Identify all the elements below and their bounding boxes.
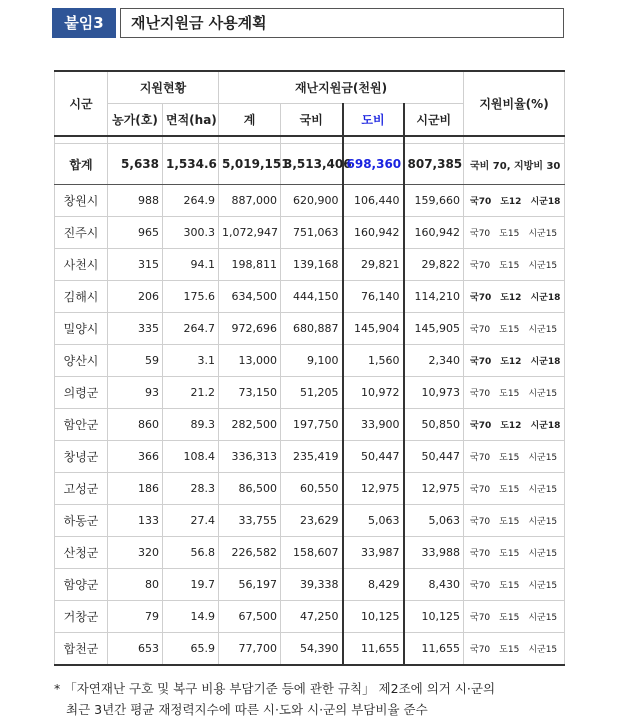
- ratio-part: 도15: [499, 325, 520, 335]
- row-ratio: [464, 249, 565, 281]
- ratio-part: 도15: [499, 645, 520, 655]
- row-area: 56.8: [163, 537, 219, 569]
- row-province: 50,447: [343, 441, 404, 473]
- row-total: 887,000: [219, 185, 281, 217]
- attachment-badge: 붙임3: [52, 8, 116, 38]
- row-farms: 315: [108, 249, 163, 281]
- group-fund-header: 재난지원금(천원): [219, 71, 464, 104]
- row-farms: 206: [108, 281, 163, 313]
- row-farms: 366: [108, 441, 163, 473]
- row-ratio: [464, 441, 565, 473]
- row-province: 10,125: [343, 601, 404, 633]
- row-province: 29,821: [343, 249, 404, 281]
- row-sigun: 함안군: [55, 409, 108, 441]
- ratio-part: 시군15: [528, 517, 558, 527]
- row-ratio: [464, 185, 565, 217]
- total-national: 3,513,406: [281, 144, 343, 185]
- row-national: 60,550: [281, 473, 343, 505]
- ratio-part: 국70: [470, 645, 491, 655]
- row-total: 336,313: [219, 441, 281, 473]
- row-city: 50,447: [404, 441, 464, 473]
- row-province: 12,975: [343, 473, 404, 505]
- row-total: 77,700: [219, 633, 281, 666]
- row-farms: 93: [108, 377, 163, 409]
- row-city: 145,905: [404, 313, 464, 345]
- table-row: [55, 505, 565, 537]
- row-ratio: [464, 601, 565, 633]
- table-row: [55, 281, 565, 313]
- ratio-part: 도15: [499, 613, 520, 623]
- ratio-part: 시군15: [528, 261, 558, 271]
- row-city: 114,210: [404, 281, 464, 313]
- row-city: 12,975: [404, 473, 464, 505]
- ratio-part: 시군15: [528, 645, 558, 655]
- row-farms: 79: [108, 601, 163, 633]
- row-farms: 653: [108, 633, 163, 666]
- row-province: 145,904: [343, 313, 404, 345]
- row-national: 51,205: [281, 377, 343, 409]
- row-area: 3.1: [163, 345, 219, 377]
- row-province: 160,942: [343, 217, 404, 249]
- row-farms: 965: [108, 217, 163, 249]
- row-area: 264.7: [163, 313, 219, 345]
- table-row: [55, 313, 565, 345]
- total-ratio: 국비 70, 지방비 30: [464, 144, 565, 185]
- ratio-part: 시군15: [528, 581, 558, 591]
- row-national: 23,629: [281, 505, 343, 537]
- row-national: 444,150: [281, 281, 343, 313]
- ratio-part: 시군15: [528, 229, 558, 239]
- row-sigun: 창녕군: [55, 441, 108, 473]
- ratio-part: 시군15: [528, 613, 558, 623]
- ratio-part: 국70: [470, 421, 492, 431]
- row-ratio: [464, 217, 565, 249]
- ratio-part: 도15: [499, 453, 520, 463]
- ratio-part: 도12: [500, 197, 522, 207]
- row-area: 108.4: [163, 441, 219, 473]
- row-total: 33,755: [219, 505, 281, 537]
- footnote-line-2: 최근 3년간 평균 재정력지수에 따른 시·도와 시·군의 부담비율 준수: [66, 702, 428, 717]
- ratio-part: 국70: [470, 453, 491, 463]
- row-farms: 320: [108, 537, 163, 569]
- ratio-part: 시군15: [528, 549, 558, 559]
- row-total: 86,500: [219, 473, 281, 505]
- row-sigun: 의령군: [55, 377, 108, 409]
- col-sigun-header: 시군: [55, 71, 108, 136]
- row-sigun: 거창군: [55, 601, 108, 633]
- ratio-part: 국70: [470, 581, 491, 591]
- row-sigun: 함양군: [55, 569, 108, 601]
- ratio-part: 시군18: [530, 293, 561, 303]
- ratio-part: 국70: [470, 261, 491, 271]
- ratio-part: 도12: [500, 421, 522, 431]
- row-total: 282,500: [219, 409, 281, 441]
- ratio-part: 국70: [470, 357, 492, 367]
- row-total: 73,150: [219, 377, 281, 409]
- row-province: 33,900: [343, 409, 404, 441]
- row-farms: 59: [108, 345, 163, 377]
- row-province: 1,560: [343, 345, 404, 377]
- row-sigun: 밀양시: [55, 313, 108, 345]
- row-area: 14.9: [163, 601, 219, 633]
- row-total: 67,500: [219, 601, 281, 633]
- total-label: 합계: [55, 144, 108, 185]
- table-row: [55, 185, 565, 217]
- row-area: 65.9: [163, 633, 219, 666]
- row-city: 29,822: [404, 249, 464, 281]
- row-area: 94.1: [163, 249, 219, 281]
- row-city: 10,125: [404, 601, 464, 633]
- row-ratio: [464, 313, 565, 345]
- total-farms: 5,638: [108, 144, 163, 185]
- row-city: 160,942: [404, 217, 464, 249]
- col-farms-header: 농가(호): [108, 104, 163, 137]
- total-area: 1,534.6: [163, 144, 219, 185]
- ratio-part: 도15: [499, 229, 520, 239]
- table-row: [55, 249, 565, 281]
- ratio-part: 시군15: [528, 485, 558, 495]
- table-row: [55, 537, 565, 569]
- table-row: [55, 409, 565, 441]
- row-province: 5,063: [343, 505, 404, 537]
- row-sigun: 양산시: [55, 345, 108, 377]
- row-city: 33,988: [404, 537, 464, 569]
- row-city: 159,660: [404, 185, 464, 217]
- row-national: 158,607: [281, 537, 343, 569]
- row-farms: 988: [108, 185, 163, 217]
- total-province: 698,360: [343, 144, 404, 185]
- row-sigun: 김해시: [55, 281, 108, 313]
- row-total: 972,696: [219, 313, 281, 345]
- ratio-part: 국70: [470, 517, 491, 527]
- row-sigun: 산청군: [55, 537, 108, 569]
- row-area: 21.2: [163, 377, 219, 409]
- row-area: 300.3: [163, 217, 219, 249]
- row-province: 11,655: [343, 633, 404, 666]
- row-national: 680,887: [281, 313, 343, 345]
- ratio-part: 도15: [499, 261, 520, 271]
- row-farms: 80: [108, 569, 163, 601]
- row-national: 197,750: [281, 409, 343, 441]
- row-sigun: 창원시: [55, 185, 108, 217]
- row-city: 2,340: [404, 345, 464, 377]
- footnote-line-1: * 「자연재난 구호 및 복구 비용 부담기준 등에 관한 규칙」 제2조에 의거 시·군의: [54, 681, 496, 696]
- ratio-part: 국70: [470, 325, 491, 335]
- row-farms: 186: [108, 473, 163, 505]
- row-farms: 133: [108, 505, 163, 537]
- row-national: 235,419: [281, 441, 343, 473]
- row-province: 76,140: [343, 281, 404, 313]
- row-ratio: [464, 633, 565, 666]
- col-national-header: 국비: [281, 104, 343, 137]
- page-title: 재난지원금 사용계획: [120, 8, 564, 38]
- ratio-part: 국70: [470, 197, 492, 207]
- table-row: [55, 217, 565, 249]
- row-sigun: 하동군: [55, 505, 108, 537]
- row-national: 54,390: [281, 633, 343, 666]
- total-city: 807,385: [404, 144, 464, 185]
- table-row: [55, 601, 565, 633]
- row-city: 10,973: [404, 377, 464, 409]
- disaster-fund-table: [54, 70, 565, 666]
- row-city: 11,655: [404, 633, 464, 666]
- ratio-part: 도15: [499, 485, 520, 495]
- group-support-header: 지원현황: [108, 71, 219, 104]
- row-total: 13,000: [219, 345, 281, 377]
- row-ratio: [464, 409, 565, 441]
- row-ratio: [464, 281, 565, 313]
- ratio-part: 국70: [470, 485, 491, 495]
- ratio-part: 도12: [500, 357, 522, 367]
- row-total: 1,072,947: [219, 217, 281, 249]
- row-sigun: 사천시: [55, 249, 108, 281]
- row-ratio: [464, 569, 565, 601]
- row-national: 139,168: [281, 249, 343, 281]
- row-area: 175.6: [163, 281, 219, 313]
- ratio-part: 시군15: [528, 389, 558, 399]
- ratio-part: 국70: [470, 549, 491, 559]
- table-row: [55, 345, 565, 377]
- row-national: 620,900: [281, 185, 343, 217]
- row-total: 226,582: [219, 537, 281, 569]
- col-province-header: 도비: [343, 104, 404, 137]
- ratio-part: 도15: [499, 517, 520, 527]
- row-national: 47,250: [281, 601, 343, 633]
- ratio-part: 시군18: [530, 357, 561, 367]
- row-ratio: [464, 473, 565, 505]
- col-ratio-header: 지원비율(%): [464, 71, 565, 136]
- table-row: [55, 473, 565, 505]
- ratio-part: 국70: [470, 389, 491, 399]
- table-row: [55, 569, 565, 601]
- ratio-part: 도15: [499, 549, 520, 559]
- row-sigun: 고성군: [55, 473, 108, 505]
- row-area: 264.9: [163, 185, 219, 217]
- row-farms: 335: [108, 313, 163, 345]
- row-area: 27.4: [163, 505, 219, 537]
- ratio-part: 시군18: [530, 421, 561, 431]
- ratio-part: 도15: [499, 389, 520, 399]
- row-sigun: 합천군: [55, 633, 108, 666]
- row-ratio: [464, 345, 565, 377]
- row-ratio: [464, 537, 565, 569]
- ratio-part: 시군18: [530, 197, 561, 207]
- ratio-part: 국70: [470, 293, 492, 303]
- col-area-header: 면적(ha): [163, 104, 219, 137]
- row-province: 106,440: [343, 185, 404, 217]
- row-total: 634,500: [219, 281, 281, 313]
- row-city: 50,850: [404, 409, 464, 441]
- row-sigun: 진주시: [55, 217, 108, 249]
- total-sum: 5,019,151: [219, 144, 281, 185]
- row-total: 56,197: [219, 569, 281, 601]
- row-city: 8,430: [404, 569, 464, 601]
- col-city-header: 시군비: [404, 104, 464, 137]
- row-national: 751,063: [281, 217, 343, 249]
- col-total-header: 계: [219, 104, 281, 137]
- table-row: [55, 441, 565, 473]
- ratio-part: 국70: [470, 613, 491, 623]
- row-national: 39,338: [281, 569, 343, 601]
- row-ratio: [464, 377, 565, 409]
- row-area: 28.3: [163, 473, 219, 505]
- row-ratio: [464, 505, 565, 537]
- row-area: 89.3: [163, 409, 219, 441]
- table-row: [55, 633, 565, 666]
- page-header: [52, 8, 564, 38]
- table-row: [55, 377, 565, 409]
- footnote: [54, 678, 574, 720]
- row-city: 5,063: [404, 505, 464, 537]
- row-province: 10,972: [343, 377, 404, 409]
- row-area: 19.7: [163, 569, 219, 601]
- ratio-part: 도15: [499, 581, 520, 591]
- ratio-part: 시군15: [528, 453, 558, 463]
- row-province: 33,987: [343, 537, 404, 569]
- row-province: 8,429: [343, 569, 404, 601]
- row-total: 198,811: [219, 249, 281, 281]
- row-farms: 860: [108, 409, 163, 441]
- ratio-part: 국70: [470, 229, 491, 239]
- ratio-part: 시군15: [528, 325, 558, 335]
- ratio-part: 도12: [500, 293, 522, 303]
- row-national: 9,100: [281, 345, 343, 377]
- total-row: [55, 144, 565, 185]
